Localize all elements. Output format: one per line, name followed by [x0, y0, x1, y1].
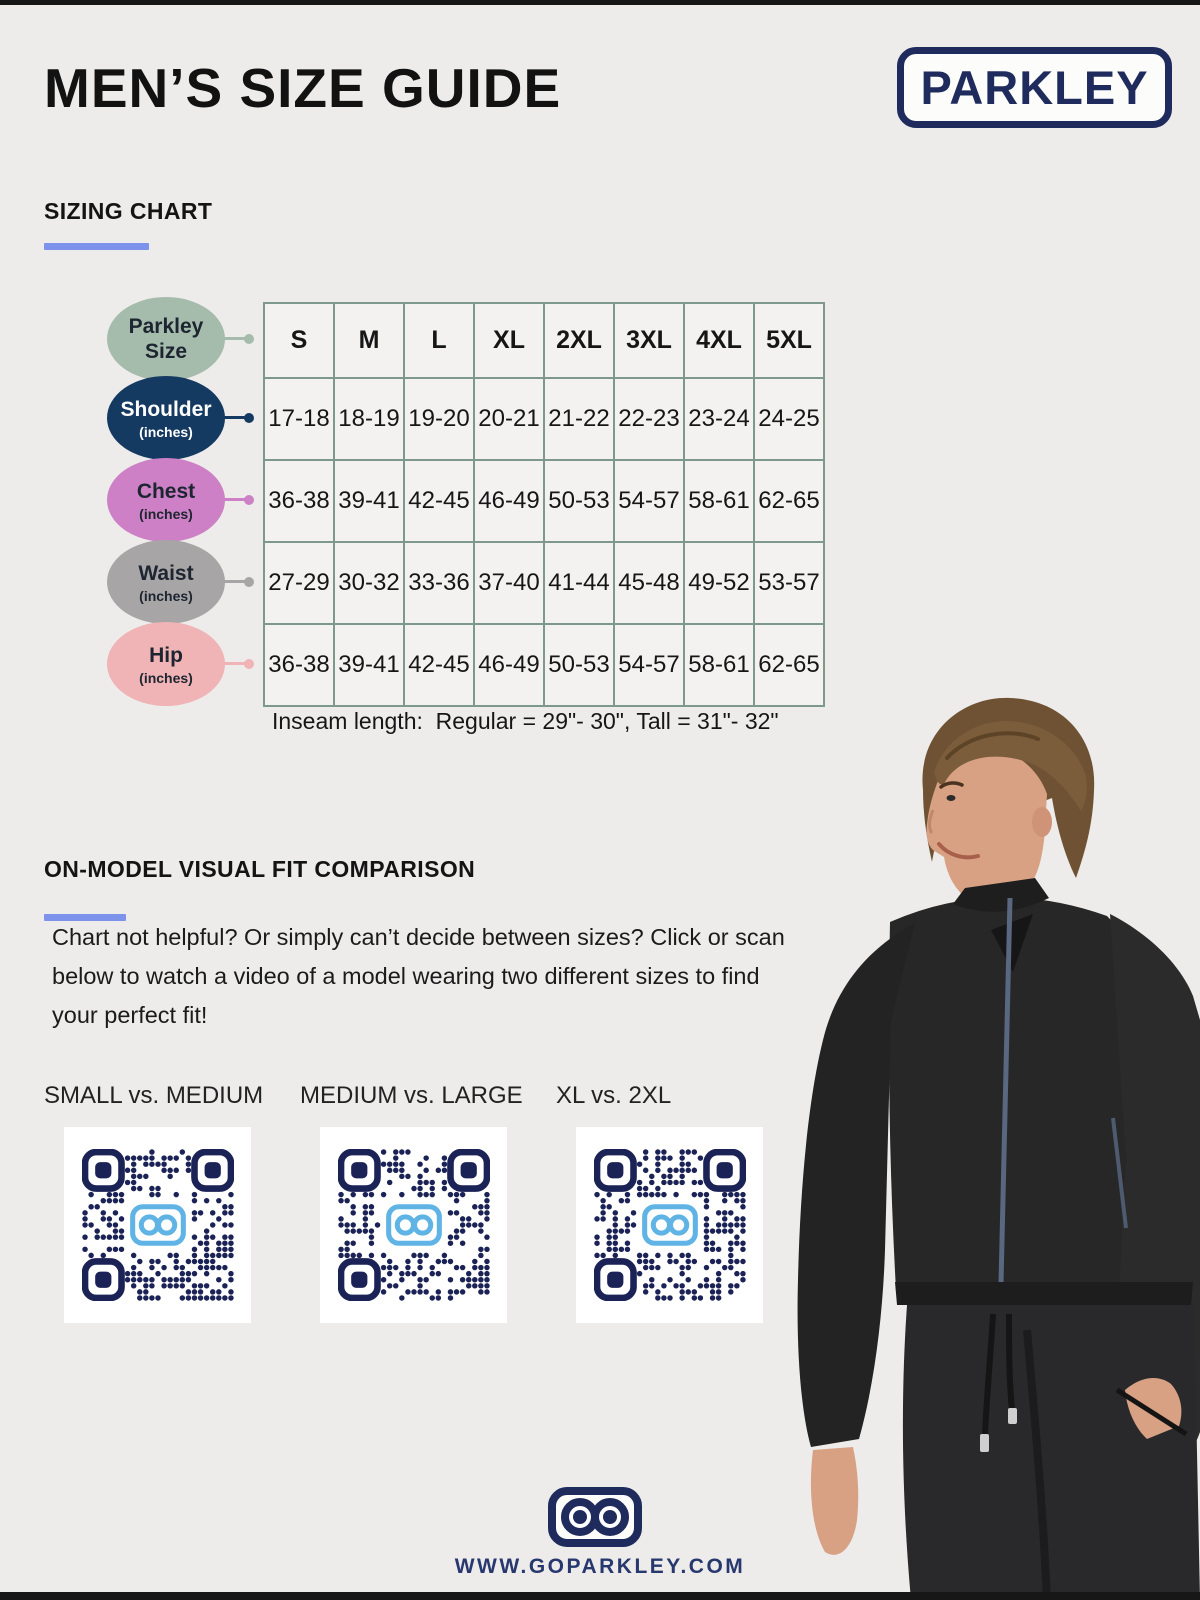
cell-waist-0: 27-29: [264, 542, 334, 624]
cell-hip-5: 54-57: [614, 624, 684, 706]
qr-code-small-vs-medium[interactable]: [64, 1127, 251, 1323]
size-column-header-S: S: [264, 303, 334, 378]
connector-dot: [244, 659, 254, 669]
qr-block-medium-vs-large: [300, 1082, 523, 1323]
top-border-strip: [0, 0, 1200, 5]
row-label-text: Parkley Size: [128, 315, 204, 363]
qr-label-xl-vs-2xl: XL vs. 2XL: [556, 1082, 672, 1109]
cell-waist-1: 30-32: [334, 542, 404, 624]
row-label-unit: (inches): [139, 505, 193, 522]
cell-shoulder-0: 17-18: [264, 378, 334, 460]
cell-shoulder-5: 22-23: [614, 378, 684, 460]
row-label-oval-waist: [107, 540, 225, 624]
cell-hip-1: 39-41: [334, 624, 404, 706]
size-column-header-2XL: 2XL: [544, 303, 614, 378]
cell-hip-0: 36-38: [264, 624, 334, 706]
size-column-header-4XL: 4XL: [684, 303, 754, 378]
cell-waist-6: 49-52: [684, 542, 754, 624]
qr-code-xl-vs-2xl[interactable]: [576, 1127, 763, 1323]
qr-block-small-vs-medium: [44, 1082, 264, 1323]
size-column-header-XL: XL: [474, 303, 544, 378]
qr-label-medium-vs-large: MEDIUM vs. LARGE: [300, 1082, 523, 1109]
model-drawstring-tip: [980, 1434, 989, 1452]
qr-label-small-vs-medium: SMALL vs. MEDIUM: [44, 1082, 264, 1109]
cell-hip-3: 46-49: [474, 624, 544, 706]
cell-waist-3: 37-40: [474, 542, 544, 624]
qr-code-image: [594, 1149, 746, 1301]
connector-dot: [244, 334, 254, 344]
cell-shoulder-6: 23-24: [684, 378, 754, 460]
row-label-text: Waist: [138, 561, 194, 585]
connector-line: [224, 662, 245, 665]
sizing-chart-heading: SIZING CHART: [44, 198, 213, 224]
cell-chest-4: 50-53: [544, 460, 614, 542]
cell-hip-7: 62-65: [754, 624, 824, 706]
model-drawstring-tip2: [1008, 1408, 1017, 1424]
model-eye: [947, 795, 956, 801]
size-table-header-row: [264, 303, 824, 378]
size-column-header-3XL: 3XL: [614, 303, 684, 378]
cell-shoulder-3: 20-21: [474, 378, 544, 460]
row-label-oval-hip: [107, 622, 225, 706]
cell-chest-0: 36-38: [264, 460, 334, 542]
cell-chest-2: 42-45: [404, 460, 474, 542]
sizing-chart-underline: [44, 243, 149, 250]
cell-shoulder-4: 21-22: [544, 378, 614, 460]
connector-line: [224, 337, 245, 340]
cell-hip-6: 58-61: [684, 624, 754, 706]
size-table-row-hip: [264, 624, 824, 706]
cell-waist-5: 45-48: [614, 542, 684, 624]
connector-dot: [244, 413, 254, 423]
row-label-oval-chest: [107, 458, 225, 542]
connector-line: [224, 416, 245, 419]
row-label-oval-shoulder: [107, 376, 225, 460]
connector-dot: [244, 495, 254, 505]
qr-block-xl-vs-2xl: [556, 1082, 743, 1323]
model-ear: [1032, 807, 1052, 837]
size-table-row-waist: [264, 542, 824, 624]
qr-code-image: [338, 1149, 490, 1301]
row-label-text: Shoulder: [120, 397, 212, 421]
cell-waist-7: 53-57: [754, 542, 824, 624]
inseam-note: Inseam length: Regular = 29"- 30", Tall = 31"- 32": [272, 708, 779, 734]
row-label-unit: (inches): [139, 669, 193, 686]
connector-line: [224, 498, 245, 501]
cell-waist-2: 33-36: [404, 542, 474, 624]
model-pants: [903, 1305, 1200, 1600]
cell-chest-6: 58-61: [684, 460, 754, 542]
model-photo: [795, 690, 1200, 1600]
size-table: [263, 302, 825, 707]
size-column-header-5XL: 5XL: [754, 303, 824, 378]
cell-waist-4: 41-44: [544, 542, 614, 624]
cell-chest-5: 54-57: [614, 460, 684, 542]
cell-hip-2: 42-45: [404, 624, 474, 706]
model-jacket-hem: [895, 1282, 1193, 1305]
cell-shoulder-1: 18-19: [334, 378, 404, 460]
cell-chest-3: 46-49: [474, 460, 544, 542]
model-drawstring-right: [1009, 1314, 1012, 1410]
row-label-unit: (inches): [139, 423, 193, 440]
page-title: MEN’S SIZE GUIDE: [44, 57, 562, 119]
fit-comparison-heading: ON-MODEL VISUAL FIT COMPARISON: [44, 856, 476, 882]
row-label-text: Hip: [149, 643, 183, 667]
fit-comparison-description: Chart not helpful? Or simply can’t decide between sizes? Click or scan below to watch a video of a model wearing two different sizes to find your perfect fit!: [52, 924, 785, 1028]
website-link[interactable]: WWW.GOPARKLEY.COM: [454, 1555, 746, 1578]
cell-chest-1: 39-41: [334, 460, 404, 542]
row-label-text: Chest: [136, 479, 196, 503]
size-table-row-shoulder: [264, 378, 824, 460]
size-table-row-chest: [264, 460, 824, 542]
size-column-header-L: L: [404, 303, 474, 378]
cell-shoulder-2: 19-20: [404, 378, 474, 460]
brand-logo: [897, 47, 1172, 128]
row-label-unit: (inches): [139, 587, 193, 604]
connector-dot: [244, 577, 254, 587]
qr-code-image: [82, 1149, 234, 1301]
row-label-oval-parkley-size: [107, 297, 225, 381]
connector-line: [224, 580, 245, 583]
cell-chest-7: 62-65: [754, 460, 824, 542]
goggles-logo-icon: [547, 1486, 643, 1548]
cell-shoulder-7: 24-25: [754, 378, 824, 460]
cell-hip-4: 50-53: [544, 624, 614, 706]
qr-code-medium-vs-large[interactable]: [320, 1127, 507, 1323]
bottom-border-strip: [0, 1592, 1200, 1600]
brand-logo-text: PARKLEY: [920, 61, 1149, 114]
model-left-hand: [811, 1447, 858, 1555]
size-column-header-M: M: [334, 303, 404, 378]
